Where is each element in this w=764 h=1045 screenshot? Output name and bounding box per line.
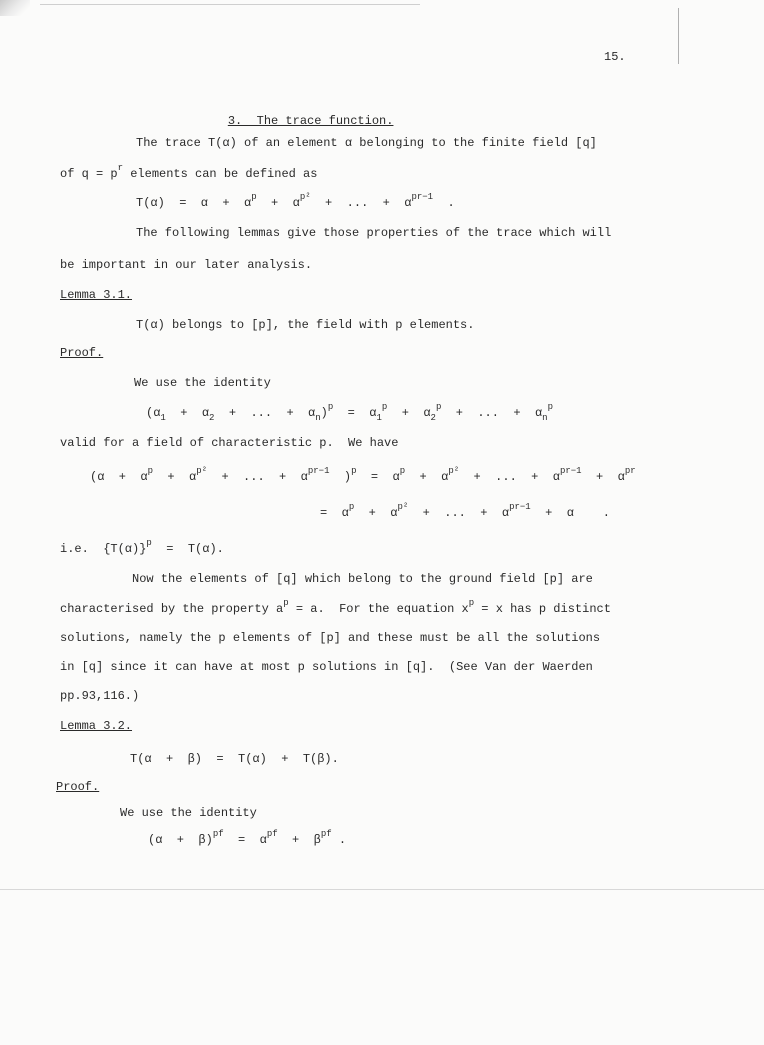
eq1-e8: pr [624, 466, 636, 476]
eq1-a: (α + α [90, 470, 148, 484]
id-s2: 2 [209, 413, 215, 423]
lemma-3-2-statement: T(α + β) = T(α) + T(β). [130, 752, 339, 766]
top-scan-line [40, 4, 420, 5]
eq1-h: + ... + α [459, 470, 560, 484]
para2-line2: be important in our later analysis. [60, 258, 313, 272]
ground-field-para-line3: solutions, namely the p elements of [p] and these must be all the solutions [60, 631, 601, 645]
para1-line2-exponent: r [117, 163, 124, 173]
frobenius-sum-identity [146, 402, 553, 423]
proof-2-use-identity: We use the identity [120, 806, 257, 820]
eq1-d: ) [329, 470, 352, 484]
eq2-a: = α [320, 506, 349, 520]
p2-c: + β [277, 833, 321, 847]
section-title-text: 3. The trace function. [227, 114, 394, 128]
ie-start: i.e. {T(α)} [60, 542, 147, 556]
id-s1: 1 [160, 413, 166, 423]
id-s3: n [315, 413, 321, 423]
p2-e2: pf [266, 829, 278, 839]
ground-field-para-line1: Now the elements of [q] which belong to the ground field [p] are [132, 572, 593, 586]
lemma-3-2-heading: Lemma 3.2. [60, 719, 133, 733]
eq1-c: + ... + α [207, 470, 308, 484]
eq1-i: + α [581, 470, 625, 484]
trace-power-equation-continued [320, 502, 610, 521]
ground-field-para-line4: in [q] since it can have at most p solutions in [q]. (See Van der Waerden [60, 660, 593, 674]
trace-power-equation [90, 466, 636, 485]
proof-1-heading: Proof. [60, 346, 104, 360]
l2-sup1: p [283, 598, 289, 608]
ie-line [60, 538, 224, 557]
id-e3: p [435, 402, 442, 412]
p2-e3: pf [320, 829, 332, 839]
p2-e1: pf [212, 829, 224, 839]
id-e4: p [547, 402, 553, 412]
trace-definition [136, 192, 455, 211]
eq2-e2: p² [397, 502, 409, 512]
l2-sup2: p [468, 598, 475, 608]
eq1-e6: p² [448, 466, 460, 476]
id-b: + α [165, 406, 210, 420]
eq2-b: + α [354, 506, 398, 520]
p2-d: . [331, 833, 347, 847]
l2-b: = a. For the equation x [288, 602, 469, 616]
trace-def-end: . [433, 196, 455, 210]
eq1-e5: p [399, 466, 406, 476]
trace-def-plus3: + ... + α [310, 196, 412, 210]
ground-field-para-line2 [60, 598, 611, 617]
sum-power-identity [148, 829, 347, 848]
proof-2-heading: Proof. [56, 780, 100, 794]
id-g: + α [387, 406, 431, 420]
para2-line1: The following lemmas give those properties of the trace which will [136, 226, 612, 240]
para1-line1: The trace T(α) of an element α belonging to the finite field [q] [136, 136, 597, 150]
eq1-f: = α [356, 470, 400, 484]
trace-def-exp3: pr−1 [411, 192, 434, 202]
trace-def-exp2: p² [299, 192, 311, 202]
eq2-e3: pr−1 [509, 502, 531, 512]
right-margin-mark [678, 8, 679, 64]
eq2-d: + α . [530, 506, 610, 520]
ie-end: = T(α). [151, 542, 224, 556]
p2-a: (α + β) [148, 833, 213, 847]
eq1-e7: pr−1 [559, 466, 582, 476]
ground-field-para-line5: pp.93,116.) [60, 689, 140, 703]
id-f: = α [333, 406, 377, 420]
eq1-e4: p [351, 466, 357, 476]
l2-a: characterised by the property a [60, 602, 284, 616]
bottom-scan-line [0, 889, 764, 890]
para1-line2 [60, 163, 318, 182]
valid-characteristic-line: valid for a field of characteristic p. We have [60, 436, 399, 450]
proof-1-use-identity: We use the identity [134, 376, 271, 390]
page-number: 15. [604, 50, 626, 64]
id-e1: p [327, 402, 334, 412]
eq1-e3: pr−1 [307, 466, 330, 476]
lemma-3-1-statement: T(α) belongs to [p], the field with p elements. [136, 318, 475, 332]
ie-exponent: p [146, 538, 152, 548]
l2-c: = x has p distinct [474, 602, 611, 616]
trace-def-lhs: T(α) = α + α [136, 196, 252, 210]
id-s5: 2 [430, 413, 436, 423]
eq1-b: + α [153, 470, 197, 484]
eq1-e1: p [147, 466, 154, 476]
eq2-e1: p [348, 502, 355, 512]
para1-line2-start: of q = p [60, 167, 118, 181]
eq2-c: + ... + α [408, 506, 510, 520]
id-a: (α [146, 406, 161, 420]
id-c: + ... + α [214, 406, 316, 420]
trace-def-exp1: p [251, 192, 257, 202]
id-d: ) [320, 406, 328, 420]
eq1-e2: p² [196, 466, 208, 476]
p2-b: = α [223, 833, 267, 847]
para1-line2-end: elements can be defined as [123, 167, 318, 181]
scan-corner-shadow [0, 0, 30, 16]
trace-def-plus2: + α [256, 196, 300, 210]
id-h: + ... + α [441, 406, 543, 420]
id-e2: p [381, 402, 388, 412]
id-s6: n [542, 413, 548, 423]
id-s4: 1 [376, 413, 382, 423]
lemma-3-1-heading: Lemma 3.1. [60, 288, 133, 302]
eq1-g: + α [405, 470, 449, 484]
